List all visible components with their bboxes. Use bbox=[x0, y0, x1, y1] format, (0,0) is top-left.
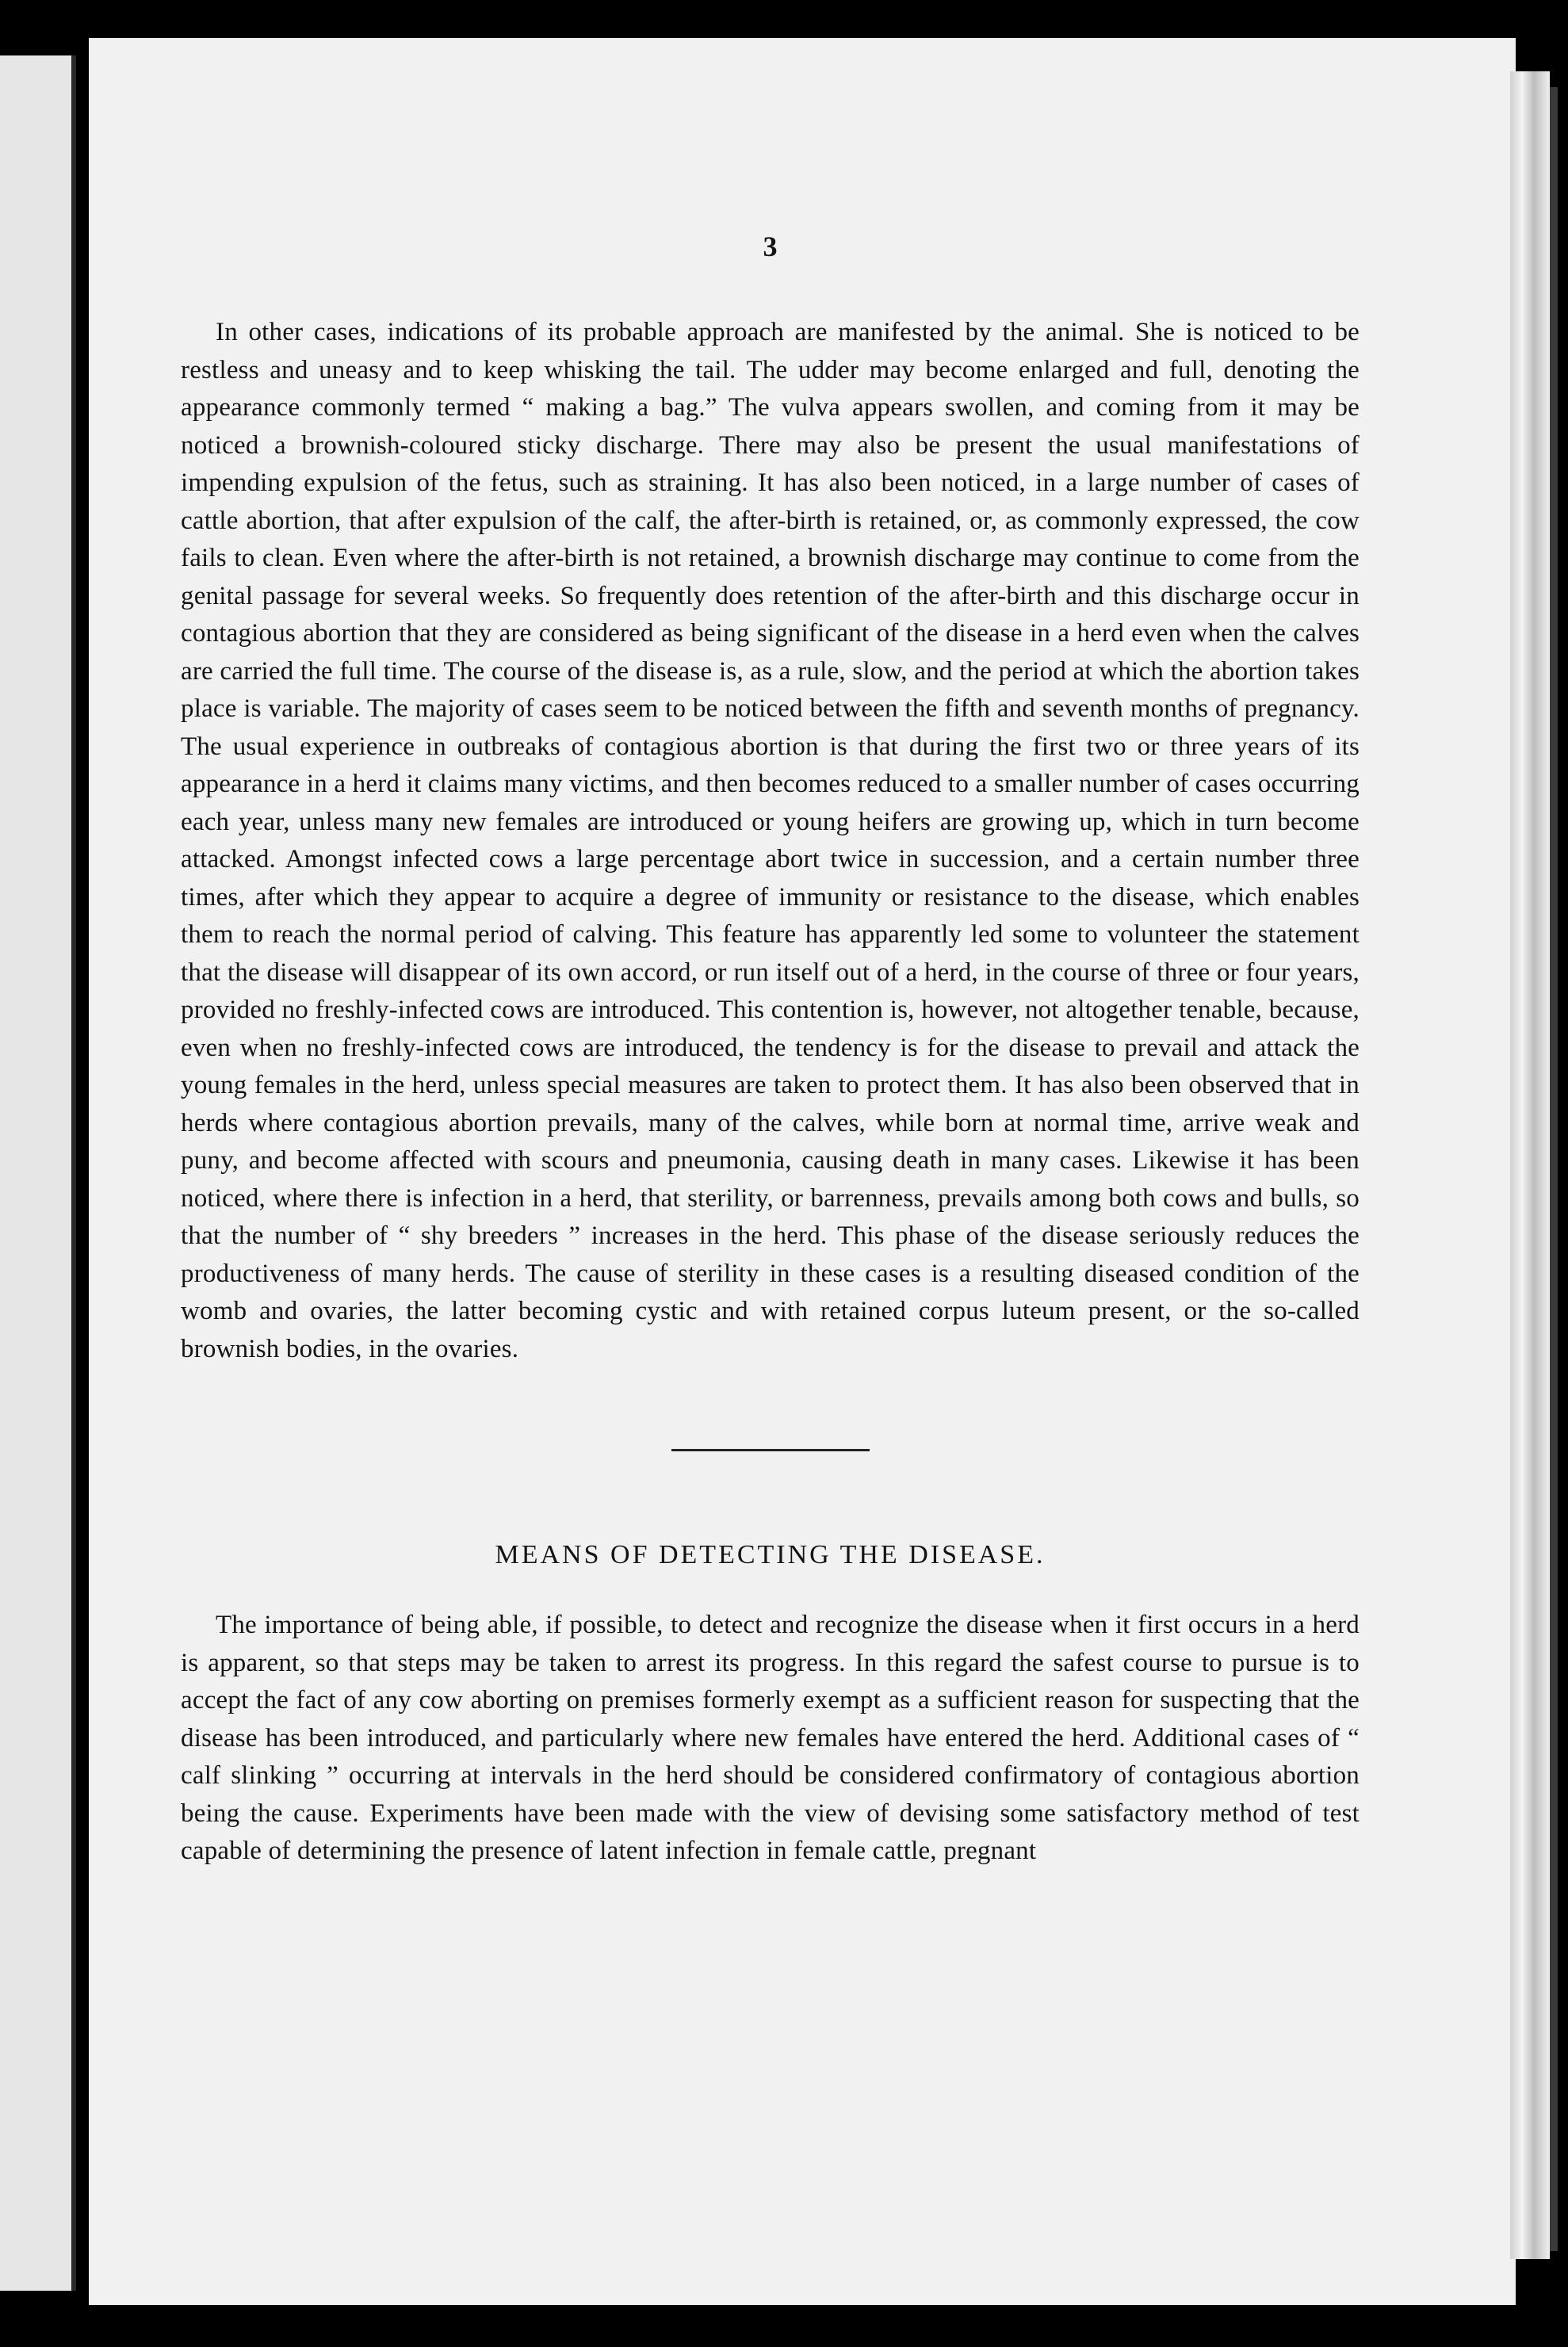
page-stack-edge bbox=[1510, 71, 1550, 2259]
facing-page-edge bbox=[0, 55, 76, 2291]
page-number: 3 bbox=[763, 231, 778, 262]
page-content bbox=[181, 230, 1360, 1871]
body-paragraph-2: The importance of being able, if possible, to detect and recognize the disease when it first occurs in a herd is apparent, so that steps may be taken to arrest its progress. In this regard the safest course to pursue is to accept the fact of any cow aborting on premises formerly exempt as a sufficient reason for suspecting that the disease has been introduced, and particularly where new females have entered the herd. Additional cases of “ calf slinking ” occurring at intervals in the herd should be considered confirmatory of contagious abortion being the cause. Experiments have been made with the view of devising some satisfactory method of test capable of determining the presence of latent infection in female cattle, pregnant bbox=[181, 1611, 1360, 1865]
page-stack-shadow bbox=[1550, 87, 1558, 2251]
section-divider bbox=[671, 1449, 870, 1451]
section-heading: MEANS OF DETECTING THE DISEASE. bbox=[495, 1540, 1046, 1569]
body-paragraph-1: In other cases, indications of its probable approach are manifested by the animal. She is noticed to be restless and uneasy and to keep whisking the tail. The udder may become enlarged and full, denoting the appearance commonly termed “ making a bag.” The vulva appears swollen, and coming from it may be noticed a brownish-coloured sticky discharge. There may also be present the usual manifestations of impending expulsion of the fetus, such as straining. It has also been noticed, in a large number of cases of cattle abortion, that after expulsion of the calf, the after-birth is retained, or, as commonly expressed, the cow fails to clean. Even where the after-birth is not retained, a brownish discharge may continue to come from the genital passage for several weeks. So frequently does retention of the after-birth and this discharge occur in contagious abortion that they are considered as being significant of the disease in a herd even when the calves are carried the full time. The course of the disease is, as a rule, slow, and the period at which the abortion takes place is variable. The majority of cases seem to be noticed between the fifth and seventh months of pregnancy. The usual experience in outbreaks of contagious abortion is that during the first two or three years of its appearance in a herd it claims many victims, and then becomes reduced to a smaller number of cases occurring each year, unless many new females are introduced or young heifers are growing up, which in turn become attacked. Amongst infected cows a large percentage abort twice in succession, and a certain number three times, after which they appear to acquire a degree of immunity or resistance to the disease, which enables them to reach the normal period of calving. This feature has apparently led some to volunteer the statement that the disease will disappear of its own accord, or run itself out of a herd, in the course of three or four years, provided no freshly-infected cows are introduced. This contention is, however, not altogether tenable, because, even when no freshly-infected cows are introduced, the tendency is for the disease to prevail and attack the young females in the herd, unless special measures are taken to protect them. It has also been observed that in herds where contagious abortion prevails, many of the calves, while born at normal time, arrive weak and puny, and become affected with scours and pneumonia, causing death in many cases. Likewise it has been noticed, where there is infection in a herd, that sterility, or barrenness, prevails among both cows and bulls, so that the number of “ shy breeders ” increases in the herd. This phase of the disease seriously reduces the productiveness of many herds. The cause of sterility in these cases is a resulting diseased condition of the womb and ovaries, the latter becoming cystic and with retained corpus luteum present, or the so-called brownish bodies, in the ovaries. bbox=[181, 318, 1360, 1363]
